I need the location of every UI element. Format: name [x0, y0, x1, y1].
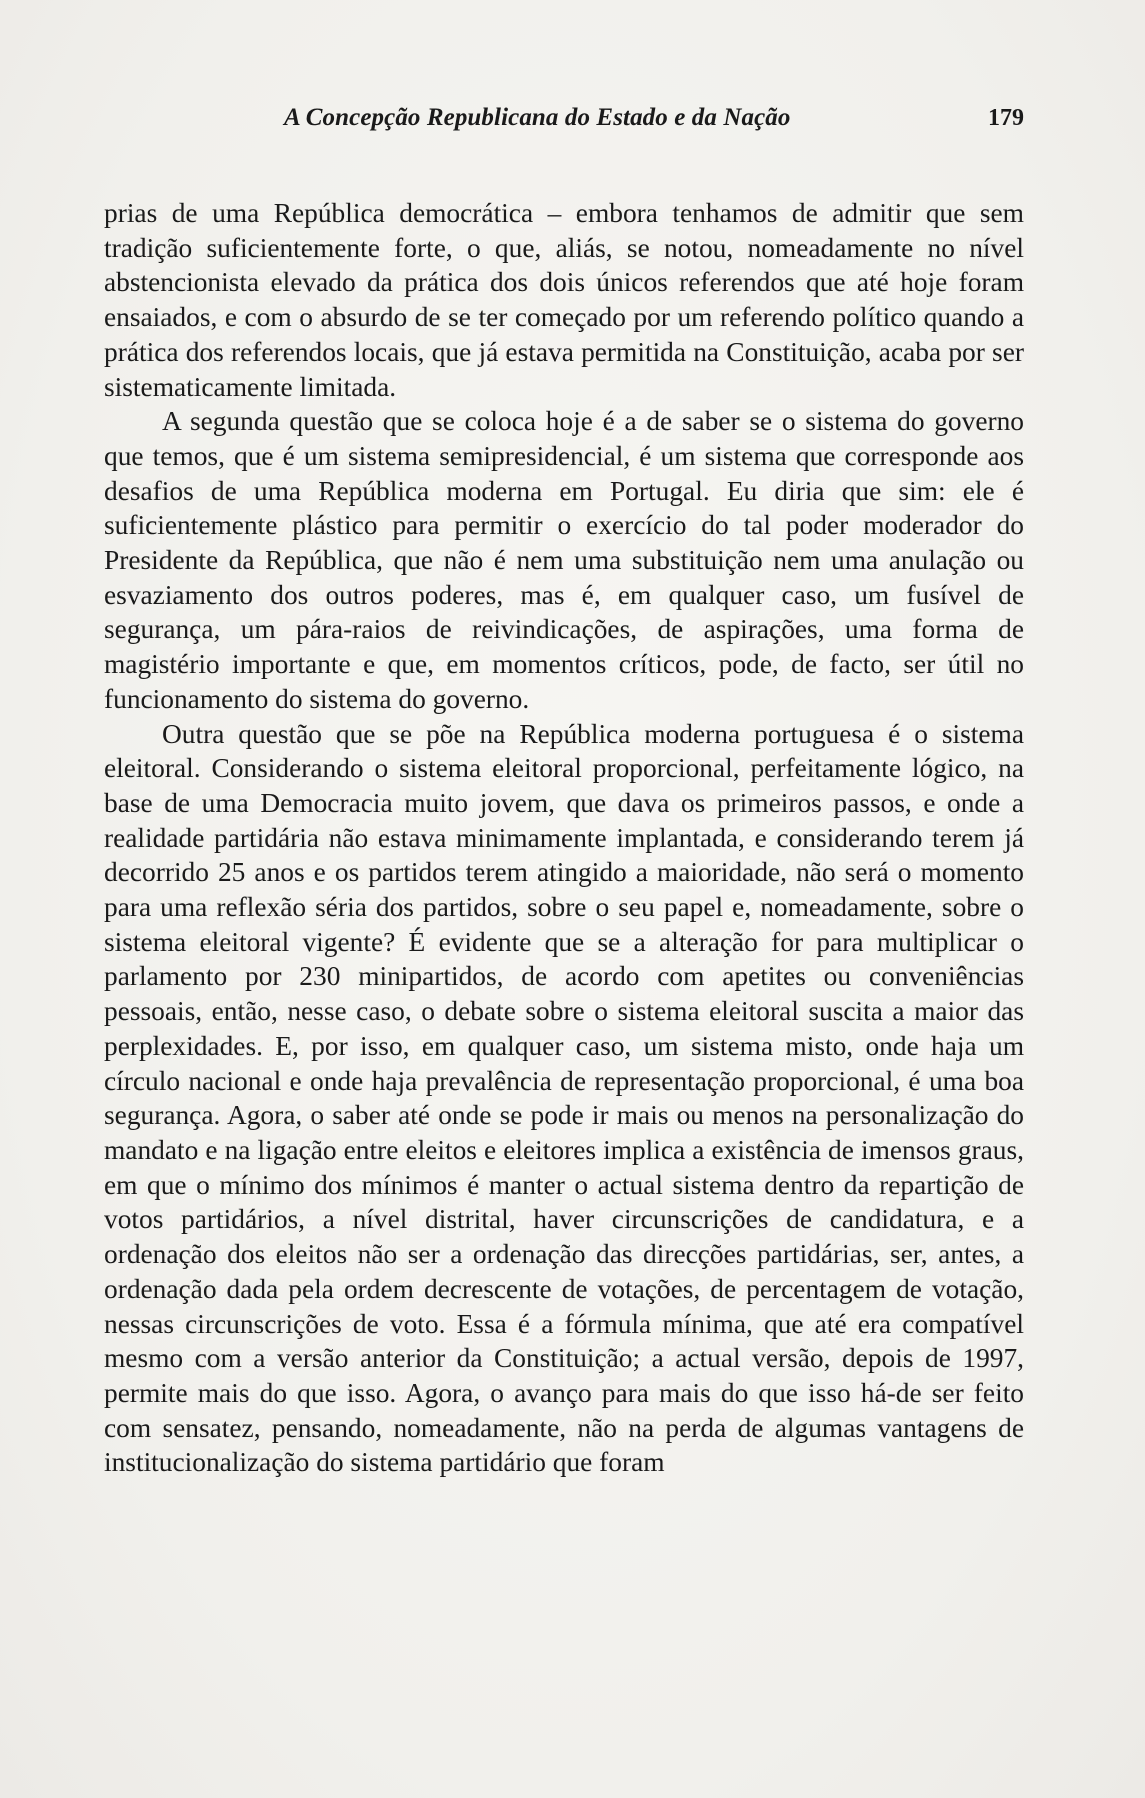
page-number: 179 — [988, 105, 1024, 131]
running-head — [104, 98, 1024, 138]
paragraph: Outra questão que se põe na República moderna portuguesa é o sistema eleitoral. Considerando o sistema eleitoral proporcional, perfeitamente lógico, na base de uma Democracia muito jovem, que dava os primeiros passos, e onde a realidade partidária não estava minimamente implantada, e considerando terem já decorrido 25 anos e os partidos terem atingido a maioridade, não será o momento para uma reflexão séria dos partidos, sobre o seu papel e, nomeadamente, sobre o sistema eleitoral vigente? É evidente que se a alteração for para multiplicar o parlamento por 230 minipartidos, de acordo com apetites ou conveniências pessoais, então, nesse caso, o debate sobre o sistema eleitoral suscita a maior das perplexidades. E, por isso, em qualquer caso, um sistema misto, onde haja um círculo nacional e onde haja prevalência de representação proporcional, é uma boa segurança. Agora, o saber até onde se pode ir mais ou menos na personalização do mandato e na ligação entre eleitos e eleitores implica a existência de imensos graus, em que o mínimo dos mínimos é manter o actual sistema dentro da repartição de votos partidários, a nível distrital, haver circunscrições de candidatura, e a ordenação dos eleitos não ser a ordenação das direcções partidárias, ser, antes, a ordenação dada pela ordem decrescente de votações, de percentagem de votação, nessas circunscrições de voto. Essa é a fórmula mínima, que até era compatível mesmo com a versão anterior da Constituição; a actual versão, depois de 1997, permite mais do que isso. Agora, o avanço para mais do que isso há-de ser feito com sensatez, pensando, nomeadamente, não na perda de algumas vantagens de institucionalização do sistema partidário que foram — [104, 718, 1024, 1478]
body-text — [104, 196, 1024, 1480]
paragraph: prias de uma República democrática – embora tenhamos de admitir que sem tradição suficientemente forte, o que, aliás, se notou, nomeadamente no nível abstencionista elevado da prática dos dois únicos referendos que até hoje foram ensaiados, e com o absurdo de se ter começado por um referendo político quando a prática dos referendos locais, que já estava permitida na Constituição, acaba por ser sistematicamente limitada. — [104, 198, 1024, 402]
running-head-title: A Concepção Republicana do Estado e da Nação — [284, 104, 791, 131]
paragraph: A segunda questão que se coloca hoje é a de saber se o sistema do governo que temos, que é um sistema semipresidencial, é um sistema que corresponde aos desafios de uma República moderna em Portugal. Eu diria que sim: ele é suficientemente plástico para permitir o exercício do tal poder moderador do Presidente da República, que não é nem uma substituição nem uma anulação ou esvaziamento dos outros poderes, mas é, em qualquer caso, um fusível de segurança, um pára-raios de reivindicações, de aspirações, uma forma de magistério importante e que, em momentos críticos, pode, de facto, ser útil no funcionamento do sistema do governo. — [104, 406, 1024, 714]
